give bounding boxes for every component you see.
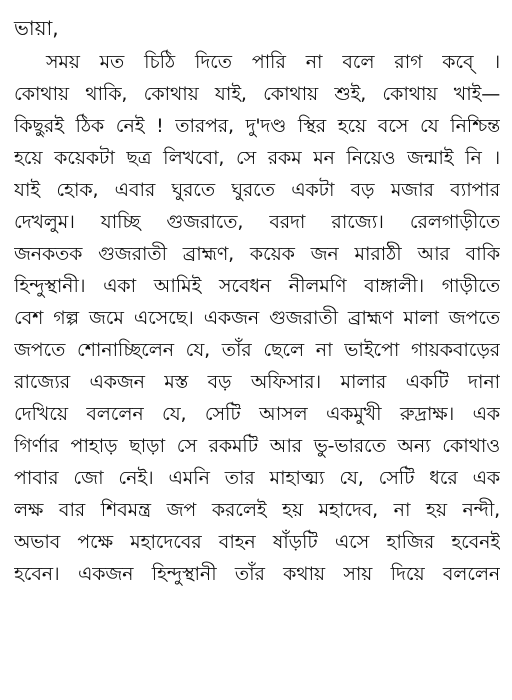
text-line-9: বেশ গল্প জমে এসেছে। একজন গুজরাতী ব্রাহ্মণ মালা জপতে	[14, 307, 500, 329]
text-line-6: দেখলুম। যাচ্ছি গুজরাতে, বরদা রাজ্যে। রেলগাড়ীতে	[14, 211, 500, 233]
text-line-13: গির্ণার পাহাড় ছাড়া সে রকমটি আর ভু-ভারতে অন্য কোথাও	[14, 435, 500, 457]
text-line-7: জনকতক গুজরাতী ব্রাহ্মণ, কয়েক জন মারাঠী আর বাকি	[14, 243, 500, 265]
text-line-1: সময় মত চিঠি দিতে পারি না বলে রাগ কবে্ ।	[46, 51, 500, 73]
text-line-10: জপতে শোনাচ্ছিলেন যে, তাঁর ছেলে না ভাইপো গায়কবাড়ের	[14, 339, 500, 361]
text-line-15: লক্ষ বার শিবমন্ত্র জপ করলেই হয় মহাদেব, না হয় নন্দী,	[14, 499, 500, 521]
text-line-5: যাই হোক, এবার ঘুরতে ঘুরতে একটা বড় মজার ব্যাপার	[14, 179, 500, 201]
text-line-12: দেখিয়ে বললেন যে, সেটি আসল একমুখী রুদ্রাক্ষ। এক	[14, 403, 500, 425]
text-line-3: কিছুরই ঠিক নেই ! তারপর, দু'দণ্ড স্থির হয়ে বসে যে নিশ্চিন্ত	[14, 115, 500, 137]
text-line-17: হবেন। একজন হিন্দুস্থানী তাঁর কথায় সায় দিয়ে বললেন	[14, 563, 500, 585]
salutation: ভায়া,	[14, 16, 59, 40]
text-line-16: অভাব পক্ষে মহাদেবের বাহন ষাঁড়টি এসে হাজির হবেনই	[14, 531, 500, 553]
text-line-11: রাজ্যের একজন মস্ত বড় অফিসার। মালার একটি দানা	[14, 371, 500, 393]
text-line-8: হিন্দুস্থানী। একা আমিই সবেধন নীলমণি বাঙ্গালী। গাড়ীতে	[14, 275, 500, 297]
text-line-14: পাবার জো নেই। এমনি তার মাহাত্ম্য যে, সেটি ধরে এক	[14, 467, 500, 489]
text-line-4: হয়ে কয়েকটা ছত্র লিখবো, সে রকম মন নিয়েও জন্মাই নি ।	[14, 147, 500, 169]
text-line-2: কোথায় থাকি, কোথায় যাই, কোথায় শুই, কোথায় খাই—	[14, 83, 500, 105]
